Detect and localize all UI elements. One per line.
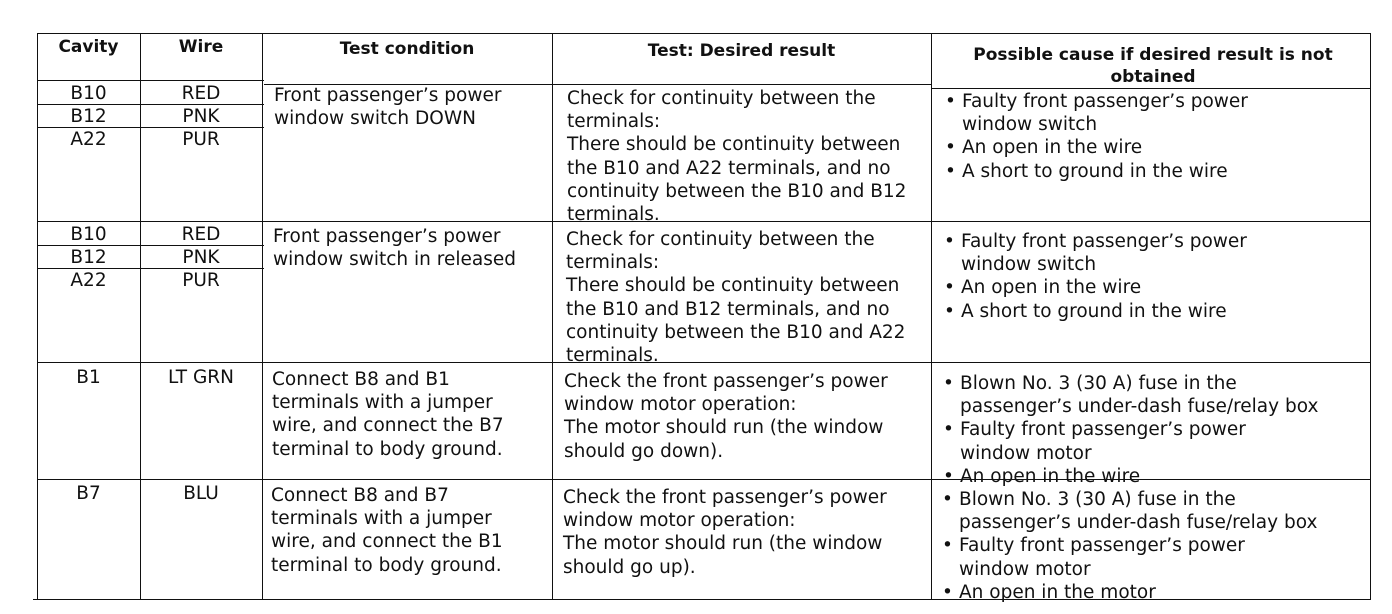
possible-cause-item: • A short to ground in the wire	[941, 300, 1247, 323]
column-divider	[552, 33, 553, 600]
test-condition-cell: Front passenger’s power window switch DOWN	[274, 85, 502, 130]
header-divider	[37, 80, 264, 81]
header-divider	[932, 88, 1371, 89]
possible-cause-item: • Faulty front passenger’s power window switch	[941, 230, 1247, 276]
possible-cause-item: • An open in the wire	[940, 465, 1318, 488]
column-divider	[1370, 33, 1371, 600]
wire-cell: RED	[181, 83, 221, 104]
possible-cause-item: • Blown No. 3 (30 A) fuse in the passenger’s under-dash fuse/relay box	[940, 372, 1318, 418]
possible-cause-list	[940, 372, 1318, 488]
desired-result-cell: Check for continuity between the terminals: There should be continuity between the B10 and A22 terminals, and no continuity between the B10 and B12 terminals.	[567, 88, 907, 226]
cavity-cell: B1	[76, 367, 101, 388]
column-divider	[262, 33, 263, 600]
possible-cause-list	[942, 90, 1248, 183]
cavity-cell: B12	[70, 106, 107, 127]
wire-cell: PUR	[182, 270, 220, 291]
cavity-cell: A22	[70, 129, 107, 150]
possible-cause-item: • Blown No. 3 (30 A) fuse in the passenger’s under-dash fuse/relay box	[939, 488, 1317, 534]
wire-cell: LT GRN	[168, 367, 234, 388]
header-wire: Wire	[178, 37, 224, 57]
cavity-cell: B7	[76, 483, 101, 504]
wire-cell: PNK	[182, 247, 220, 268]
wire-cell: PNK	[182, 106, 220, 127]
desired-result-cell: Check for continuity between the terminals: There should be continuity between the B10 and B12 terminals, and no continuity between the B10 and A22 terminals.	[566, 229, 906, 367]
wire-cell: RED	[181, 224, 221, 245]
possible-cause-item: • A short to ground in the wire	[942, 160, 1248, 183]
test-condition-cell: Front passenger’s power window switch in released	[273, 226, 516, 271]
table-border-top	[37, 33, 1371, 34]
possible-cause-item: • An open in the wire	[941, 276, 1247, 299]
possible-cause-item: • Faulty front passenger’s power window motor	[939, 534, 1317, 580]
cavity-cell: A22	[70, 270, 107, 291]
test-condition-cell: Connect B8 and B1 terminals with a jumper wire, and connect the B7 terminal to body ground.	[272, 369, 504, 460]
possible-cause-item: • Faulty front passenger’s power window motor	[940, 418, 1318, 464]
header-cavity: Cavity	[58, 37, 119, 57]
desired-result-cell: Check the front passenger’s power window motor operation: The motor should run (the window should go up).	[563, 487, 887, 578]
test-condition-cell: Connect B8 and B7 terminals with a jumper wire, and connect the B1 terminal to body ground.	[271, 485, 503, 576]
wire-cell: PUR	[182, 129, 220, 150]
header-test-condition: Test condition	[339, 39, 475, 59]
cavity-cell: B10	[70, 83, 107, 104]
possible-cause-list	[939, 488, 1317, 604]
possible-cause-item: • Faulty front passenger’s power window switch	[942, 90, 1248, 136]
possible-cause-item: • An open in the motor	[939, 581, 1317, 604]
header-desired-result: Test: Desired result	[647, 41, 836, 61]
cavity-cell: B10	[70, 224, 107, 245]
column-divider	[931, 33, 932, 600]
possible-cause-item: • An open in the wire	[942, 136, 1248, 159]
wire-cell: BLU	[183, 483, 219, 504]
desired-result-cell: Check the front passenger’s power window motor operation: The motor should run (the window should go down).	[564, 371, 888, 462]
cavity-cell: B12	[70, 247, 107, 268]
possible-cause-list	[941, 230, 1247, 323]
header-possible-cause: Possible cause if desired result is not obtained	[973, 45, 1333, 87]
